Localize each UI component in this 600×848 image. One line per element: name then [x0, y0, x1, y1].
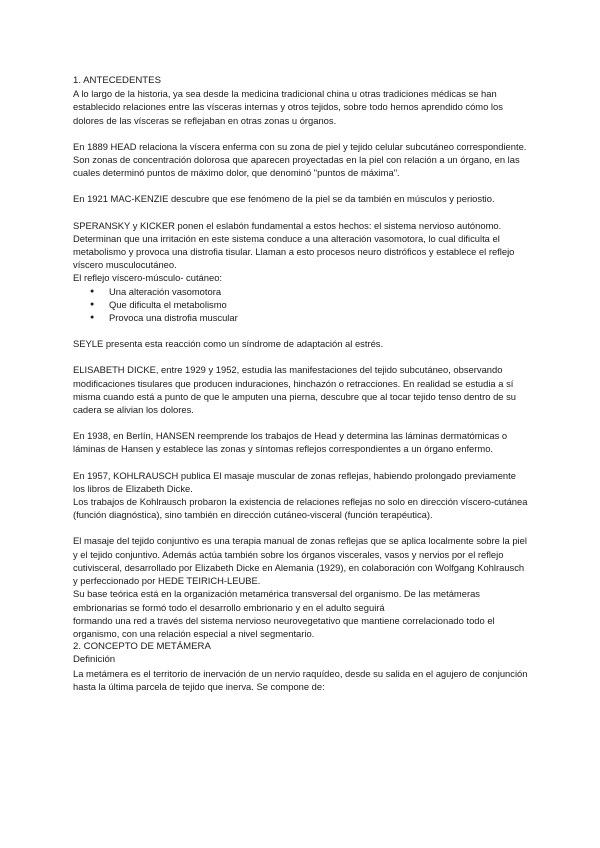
document-body: [73, 74, 528, 693]
section-heading-metamera: 2. CONCEPTO DE METÁMERA: [73, 641, 211, 653]
paragraph-masaje-tejido: El masaje del tejido conjuntivo es una terapia manual de zonas reflejas que se aplica localmente sobre la piel y el tejido conjuntivo. Además actúa también sobre los órganos viscerales, vasos y nervios por el reflejo cutivisceral, desarrollado por Elizabeth Dicke en Alemania (1929), en colaboración con Wolfgang Kohlrausch y perfeccionado por HEDE TEIRICH-LEUBE.: [73, 535, 527, 587]
bullet-icon: ●: [90, 314, 95, 322]
paragraph-kohlrausch-trabajos: Los trabajos de Kohlrausch probaron la existencia de relaciones reflejas no solo en dirección víscero-cutánea (función diagnóstica), sino también en dirección cutáneo-visceral (función terapéutica).: [73, 496, 528, 521]
paragraph-dicke: ELISABETH DICKE, entre 1929 y 1952, estudia las manifestaciones del tejido subcutáneo, observando modificaciones tisulares que producen induraciones, hinchazón o retracciones. En realidad se estudia a sí misma cuando está a punto de que le amputen una pierna, descubre que al tocar tejido tenso dentro de su cadera se alivian los dolores.: [73, 364, 517, 416]
list-item: ● Que dificulta el metabolismo: [90, 298, 227, 310]
section-heading-antecedentes: 1. ANTECEDENTES: [73, 75, 161, 86]
bullet-list: [73, 285, 528, 325]
paragraph-historia: A lo largo de la historia, ya sea desde la medicina tradicional china u otras tradiciones médicas se han establecido relaciones entre las vísceras internas y otros tejidos, sobre todo hemos aprendido cómo los dolores de las vísceras se reflejaban en otras zonas u órganos.: [73, 88, 503, 126]
list-intro: El reflejo víscero-músculo- cutáneo:: [73, 272, 223, 284]
list-item: ● Una alteración vasomotora: [90, 285, 222, 297]
paragraph-speransky-kicker: SPERANSKY y KICKER ponen el eslabón fundamental a estos hechos: el sistema nervioso autónomo. Determinan que una irritación en este sistema conduce a una alteración vasomotora, lo cual dificulta el metabolismo y provoca una distrofia tisular. Llaman a esto procesos neuro distróficos y establece el reflejo víscero musculocutáneo.: [73, 219, 515, 271]
subheading-definicion: Definición: [73, 654, 116, 666]
paragraph-head-1889: En 1889 HEAD relaciona la víscera enferma con su zona de piel y tejido celular subcutáneo correspondiente. Son zonas de concentración dolorosa que aparecen proyectadas en la piel con relación a un órgano, en las cuales determinó puntos de máximo dolor, que denominó "puntos de máxima".: [73, 140, 527, 179]
paragraph-red-neurovegetativa: formando una red a través del sistema nervioso neurovegetativo que mantiene correlacionado todo el organismo, con una relación especial a nivel segmentario.: [73, 614, 495, 639]
paragraph-base-teorica: Su base teórica está en la organización metamérica transversal del organismo. De las metámeras embrionarias se formó todo el desarrollo embrionario y en el adulto seguirá: [73, 588, 480, 613]
bullet-icon: ●: [90, 300, 95, 308]
paragraph-hansen-1938: En 1938, en Berlín, HANSEN reemprende los trabajos de Head y determina las láminas dermatómicas o láminas de Hansen y establece las zonas y síntomas reflejos correspondientes a un órgano enfermo.: [73, 430, 508, 455]
paragraph-mackenzie-1921: En 1921 MAC-KENZIE descubre que ese fenómeno de la piel se da también en músculos y periostio.: [73, 193, 495, 205]
bullet-icon: ●: [90, 287, 95, 295]
paragraph-definicion-metamera: La metámera es el territorio de inervación de un nervio raquídeo, desde su salida en el agujero de conjunción hasta la última parcela de tejido que inerva. Se compone de:: [73, 667, 528, 692]
paragraph-kohlrausch-1957: En 1957, KOHLRAUSCH publica El masaje muscular de zonas reflejas, habiendo prolongado previamente los libros de Elizabeth Dicke.: [73, 469, 516, 494]
list-item: ● Provoca una distrofia muscular: [90, 312, 238, 324]
paragraph-seyle: SEYLE presenta esta reacción como un síndrome de adaptación al estrés.: [73, 338, 384, 350]
